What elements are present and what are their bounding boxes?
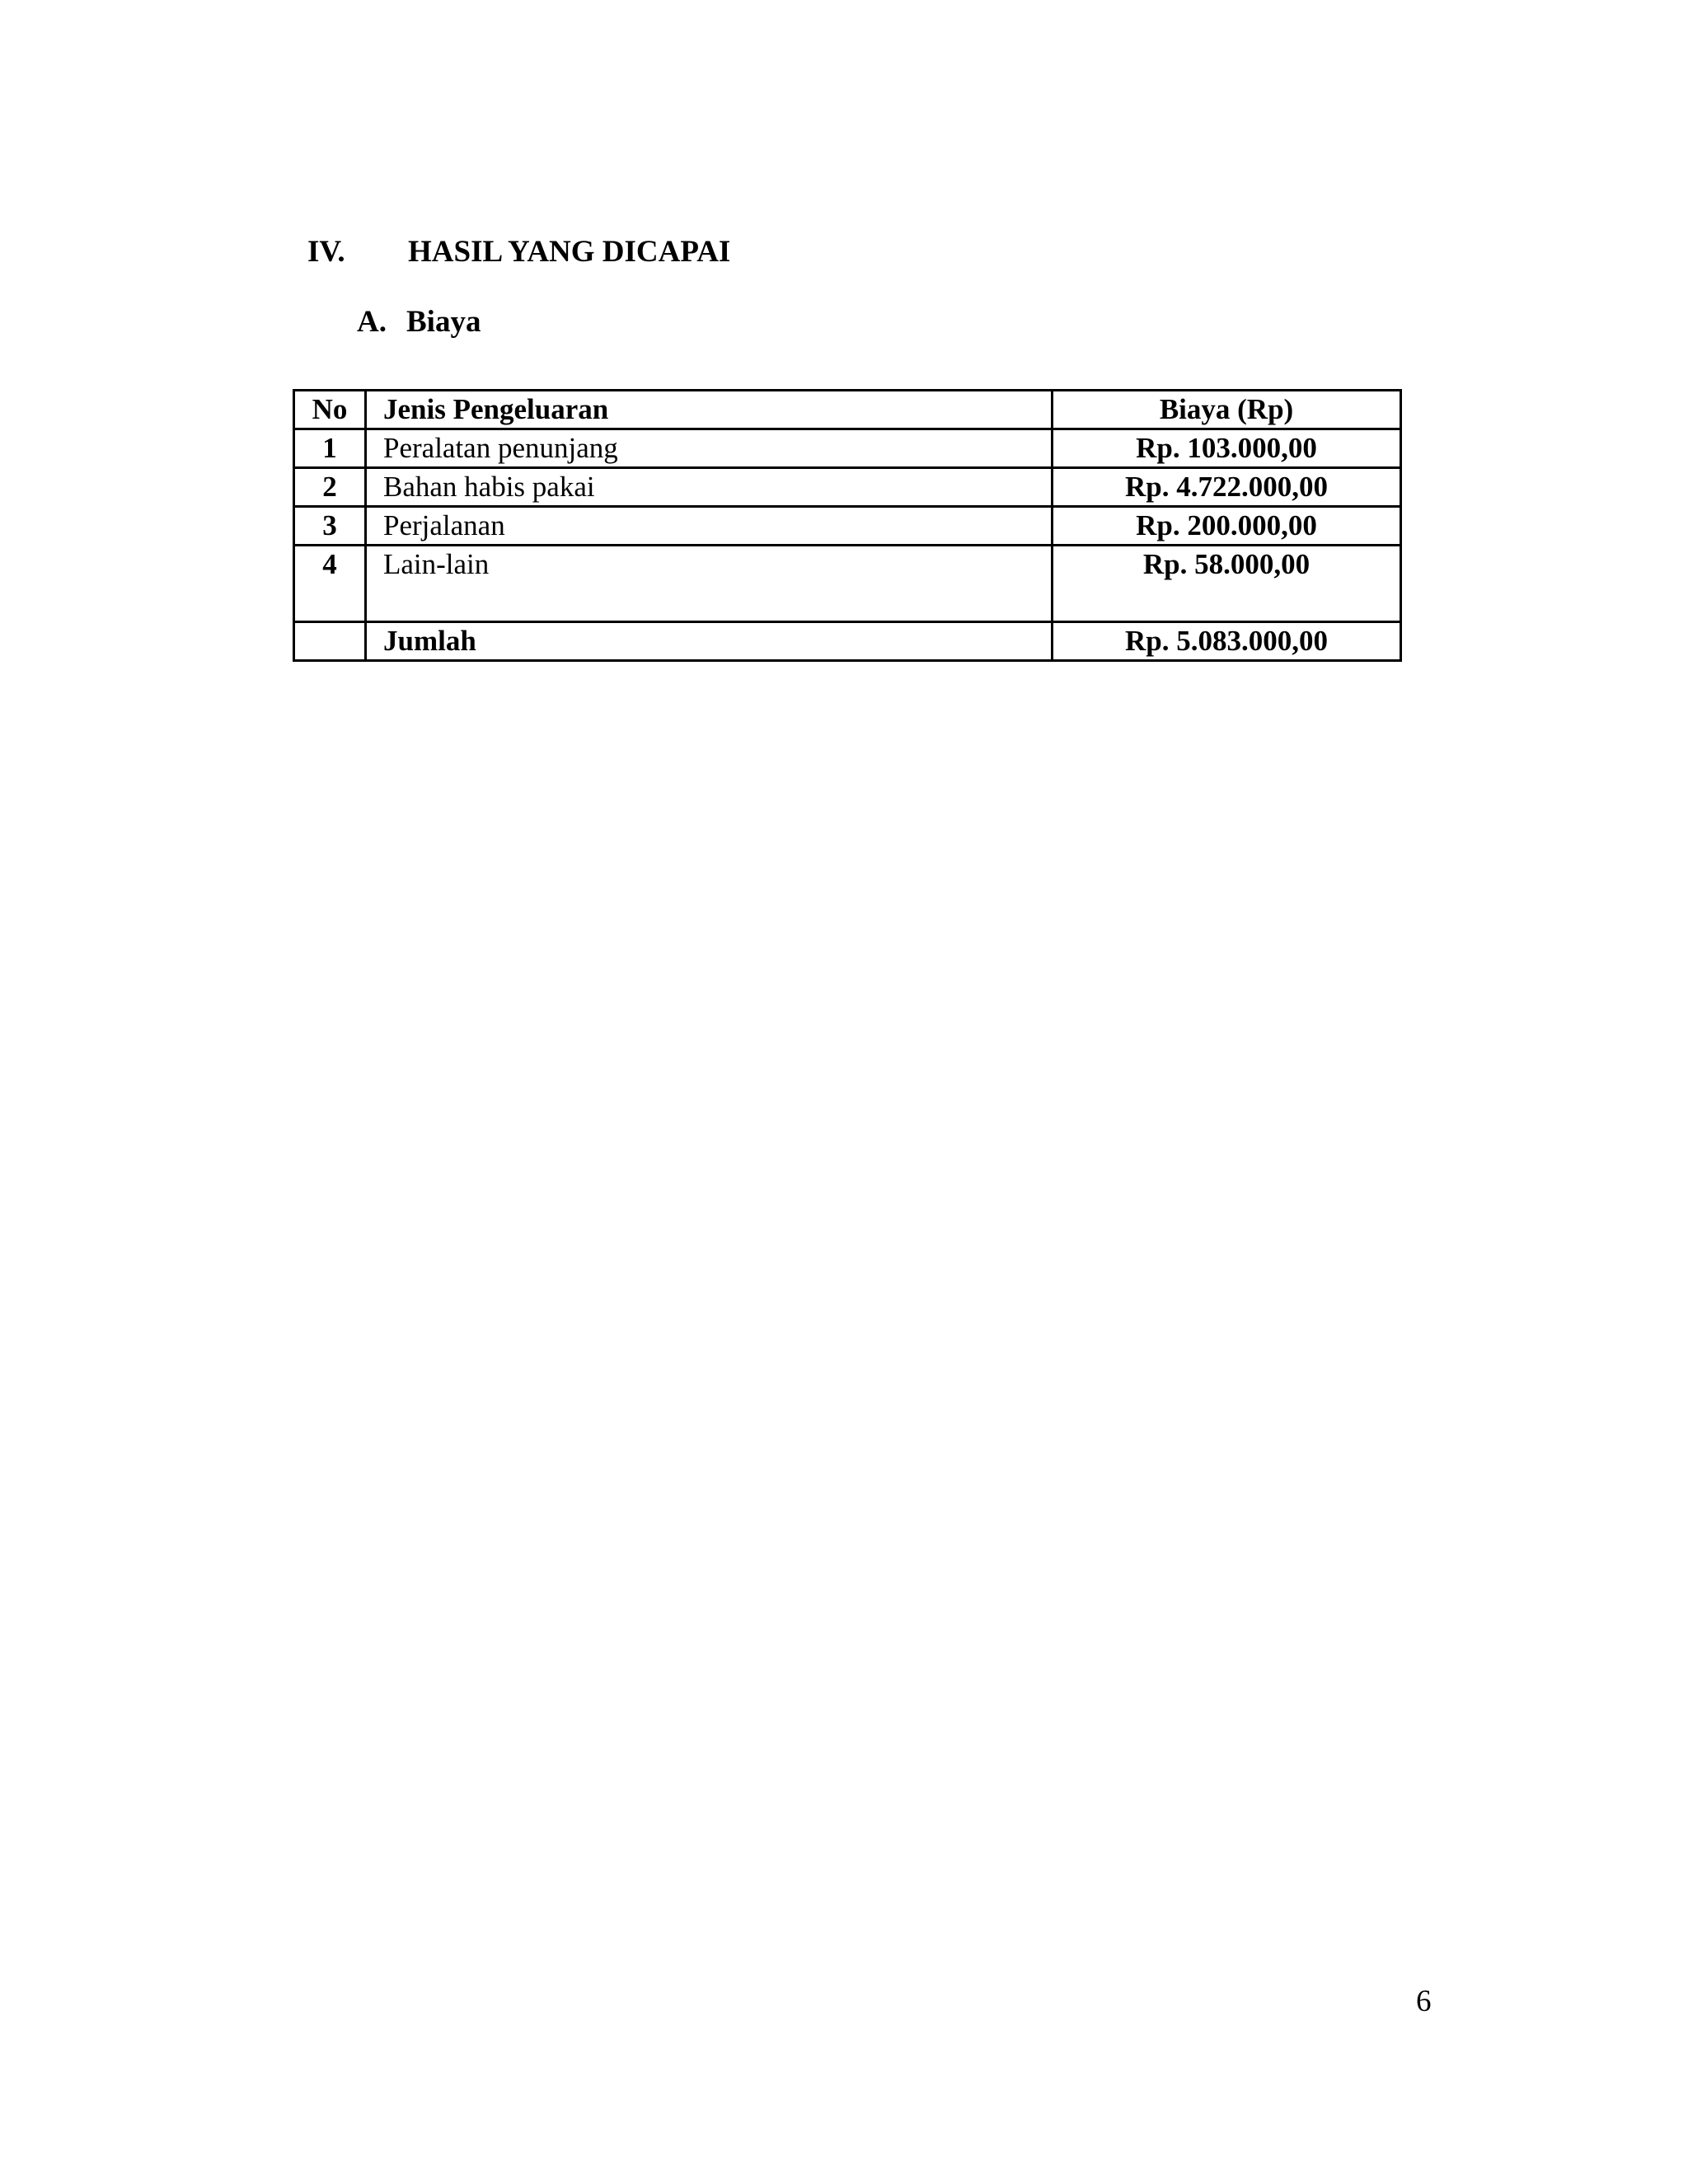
header-cost: Biaya (Rp)	[1053, 391, 1401, 429]
subsection-title: Biaya	[406, 305, 481, 339]
row-no: 1	[294, 429, 366, 468]
row-type: Lain-lain	[366, 546, 1053, 622]
header-type: Jenis Pengeluaran	[366, 391, 1053, 429]
subsection-heading	[357, 303, 481, 341]
table-total-row	[294, 622, 1401, 661]
row-cost: Rp. 4.722.000,00	[1053, 468, 1401, 507]
row-no: 2	[294, 468, 366, 507]
section-title: HASIL YANG DICAPAI	[408, 235, 731, 269]
table-row	[294, 429, 1401, 468]
total-label: Jumlah	[366, 622, 1053, 661]
page-number: 6	[1416, 1985, 1432, 2018]
subsection-letter: A.	[357, 305, 387, 339]
row-type: Peralatan penunjang	[366, 429, 1053, 468]
total-no	[294, 622, 366, 661]
row-type: Perjalanan	[366, 507, 1053, 546]
row-no: 3	[294, 507, 366, 546]
row-cost: Rp. 103.000,00	[1053, 429, 1401, 468]
row-no: 4	[294, 546, 366, 622]
section-heading	[307, 233, 730, 271]
section-number: IV.	[307, 235, 345, 269]
total-cost: Rp. 5.083.000,00	[1053, 622, 1401, 661]
cost-table	[293, 389, 1402, 662]
table-row	[294, 546, 1401, 622]
row-type: Bahan habis pakai	[366, 468, 1053, 507]
row-cost: Rp. 58.000,00	[1053, 546, 1401, 622]
table-row	[294, 507, 1401, 546]
header-no: No	[294, 391, 366, 429]
table-row	[294, 468, 1401, 507]
table-header-row	[294, 391, 1401, 429]
row-cost: Rp. 200.000,00	[1053, 507, 1401, 546]
